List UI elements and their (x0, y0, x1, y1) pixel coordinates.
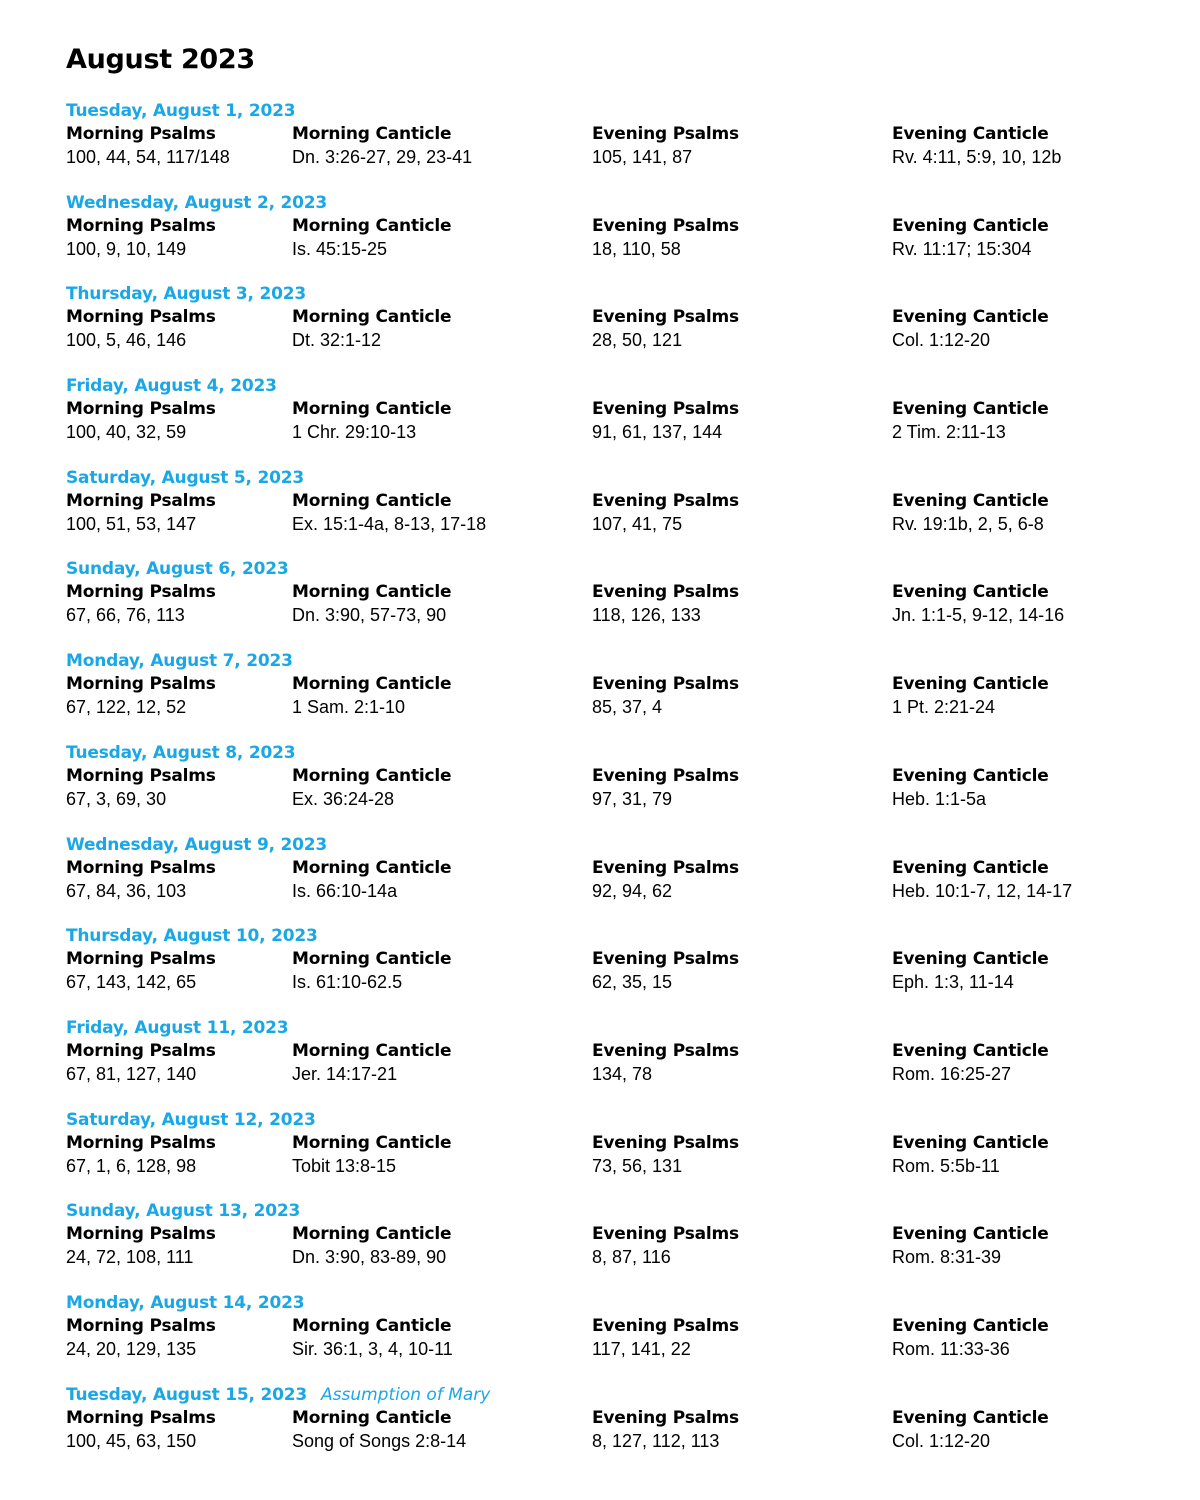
evening-psalms-column (592, 765, 739, 811)
morning-psalms-value: 67, 3, 69, 30 (66, 788, 167, 809)
evening-psalms-column (592, 490, 739, 536)
evening-psalms-label: Evening Psalms (592, 582, 739, 603)
morning-psalms-column (66, 1407, 216, 1453)
morning-psalms-column (66, 765, 216, 811)
morning-canticle-label: Morning Canticle (292, 215, 452, 236)
morning-psalms-label: Morning Psalms (66, 949, 216, 970)
evening-canticle-value: Rv. 4:11, 5:9, 10, 12b (892, 147, 1062, 167)
evening-psalms-label: Evening Psalms (592, 1315, 739, 1336)
morning-canticle-value: Song of Songs 2:8-14 (292, 1430, 467, 1451)
evening-psalms-column (592, 1407, 739, 1453)
evening-canticle-label: Evening Canticle (892, 1224, 1049, 1245)
day-date: Saturday, August 5, 2023 (66, 467, 304, 488)
evening-psalms-value: 97, 31, 79 (592, 788, 673, 809)
day-entry (66, 192, 1176, 284)
evening-canticle-label: Evening Canticle (892, 1407, 1049, 1428)
evening-psalms-column (592, 398, 739, 444)
evening-canticle-label: Evening Canticle (892, 1315, 1049, 1336)
morning-psalms-label: Morning Psalms (66, 1040, 216, 1061)
morning-canticle-column (292, 581, 451, 627)
day-date: Tuesday, August 8, 2023 (66, 742, 296, 763)
day-entry (66, 100, 1176, 192)
morning-canticle-value: Tobit 13:8-15 (292, 1155, 397, 1176)
morning-psalms-label: Morning Psalms (66, 857, 216, 878)
evening-psalms-column (592, 1315, 739, 1361)
morning-canticle-label: Morning Canticle (292, 1315, 452, 1336)
morning-psalms-label: Morning Psalms (66, 215, 216, 236)
evening-psalms-label: Evening Psalms (592, 1407, 739, 1428)
evening-psalms-label: Evening Psalms (592, 949, 739, 970)
morning-psalms-value: 67, 143, 142, 65 (66, 972, 197, 993)
morning-psalms-value: 67, 122, 12, 52 (66, 697, 187, 718)
morning-psalms-value: 24, 20, 129, 135 (66, 1338, 197, 1359)
evening-psalms-value: 8, 127, 112, 113 (592, 1430, 720, 1451)
morning-canticle-column (292, 948, 451, 994)
evening-canticle-label: Evening Canticle (892, 124, 1049, 144)
evening-psalms-value: 91, 61, 137, 144 (592, 422, 723, 443)
morning-psalms-column (66, 1315, 216, 1361)
morning-psalms-label: Morning Psalms (66, 765, 216, 786)
evening-canticle-value: Rom. 16:25-27 (892, 1063, 1012, 1084)
day-heading (66, 834, 1176, 857)
morning-canticle-value: Dn. 3:90, 83-89, 90 (292, 1247, 447, 1268)
day-date: Sunday, August 6, 2023 (66, 559, 289, 580)
evening-psalms-label: Evening Psalms (592, 1132, 739, 1153)
morning-psalms-column (66, 306, 216, 352)
morning-canticle-column (292, 857, 451, 903)
evening-psalms-value: 117, 141, 22 (592, 1338, 691, 1359)
day-heading (66, 192, 1176, 215)
morning-psalms-value: 67, 81, 127, 140 (66, 1063, 197, 1084)
day-heading (66, 1200, 1176, 1223)
morning-psalms-column (66, 215, 216, 261)
day-entry (66, 834, 1176, 926)
morning-psalms-value: 100, 40, 32, 59 (66, 422, 187, 443)
day-heading (66, 283, 1176, 306)
morning-canticle-value: Dn. 3:90, 57-73, 90 (292, 605, 447, 626)
morning-canticle-label: Morning Canticle (292, 1224, 452, 1245)
evening-canticle-label: Evening Canticle (892, 215, 1049, 236)
day-entry (66, 1109, 1176, 1201)
day-heading (66, 558, 1176, 581)
evening-canticle-column (892, 215, 1049, 261)
morning-canticle-column (292, 306, 451, 352)
morning-psalms-column (66, 673, 216, 719)
evening-psalms-column (592, 1132, 739, 1178)
evening-canticle-value: Col. 1:12-20 (892, 330, 991, 351)
feast-name: Assumption of Mary (320, 1384, 491, 1405)
evening-psalms-column (592, 857, 739, 903)
morning-canticle-value: 1 Sam. 2:1-10 (292, 697, 406, 718)
evening-canticle-column (892, 1132, 1049, 1178)
morning-canticle-value: 1 Chr. 29:10-13 (292, 422, 417, 443)
day-heading (66, 1017, 1176, 1040)
morning-psalms-value: 67, 1, 6, 128, 98 (66, 1155, 197, 1176)
day-date: Wednesday, August 2, 2023 (66, 192, 328, 213)
day-entry (66, 742, 1176, 834)
morning-canticle-column (292, 215, 451, 261)
morning-psalms-value: 24, 72, 108, 111 (66, 1247, 194, 1268)
morning-canticle-label: Morning Canticle (292, 1132, 452, 1153)
evening-canticle-value: Col. 1:12-20 (892, 1430, 991, 1451)
day-heading (66, 650, 1176, 673)
morning-canticle-column (292, 490, 486, 536)
morning-psalms-value: 67, 66, 76, 113 (66, 605, 185, 626)
evening-canticle-column (892, 1040, 1049, 1086)
morning-canticle-value: Jer. 14:17-21 (292, 1063, 398, 1084)
morning-canticle-column (292, 1132, 451, 1178)
morning-canticle-value: Is. 45:15-25 (292, 238, 388, 259)
morning-psalms-label: Morning Psalms (66, 1224, 216, 1245)
evening-canticle-value: Rv. 19:1b, 2, 5, 6-8 (892, 513, 1044, 534)
evening-canticle-column (892, 673, 1049, 719)
evening-psalms-label: Evening Psalms (592, 124, 739, 144)
day-entry (66, 1292, 1176, 1384)
day-date: Friday, August 11, 2023 (66, 1017, 289, 1038)
morning-canticle-column (292, 1315, 453, 1361)
evening-canticle-label: Evening Canticle (892, 399, 1049, 420)
day-date: Tuesday, August 15, 2023 (66, 1384, 307, 1405)
evening-canticle-label: Evening Canticle (892, 307, 1049, 328)
evening-psalms-label: Evening Psalms (592, 1040, 739, 1061)
morning-canticle-value: Is. 66:10-14a (292, 880, 398, 901)
evening-psalms-value: 73, 56, 131 (592, 1155, 683, 1176)
morning-canticle-label: Morning Canticle (292, 399, 452, 420)
evening-psalms-column (592, 123, 739, 169)
morning-psalms-label: Morning Psalms (66, 1132, 216, 1153)
day-heading (66, 1292, 1176, 1315)
day-heading (66, 1109, 1176, 1132)
morning-canticle-value: Dt. 32:1-12 (292, 330, 382, 351)
evening-canticle-label: Evening Canticle (892, 1040, 1049, 1061)
evening-canticle-label: Evening Canticle (892, 582, 1049, 603)
evening-canticle-value: Eph. 1:3, 11-14 (892, 972, 1014, 993)
evening-psalms-column (592, 1040, 739, 1086)
day-date: Sunday, August 13, 2023 (66, 1201, 301, 1222)
morning-canticle-label: Morning Canticle (292, 1407, 452, 1428)
evening-psalms-column (592, 215, 739, 261)
evening-psalms-value: 8, 87, 116 (592, 1247, 671, 1268)
evening-canticle-column (892, 948, 1049, 994)
evening-canticle-label: Evening Canticle (892, 674, 1049, 695)
day-heading (66, 925, 1176, 948)
evening-canticle-label: Evening Canticle (892, 949, 1049, 970)
evening-canticle-column (892, 123, 1061, 169)
day-date: Monday, August 7, 2023 (66, 651, 293, 672)
morning-canticle-value: Ex. 15:1-4a, 8-13, 17-18 (292, 513, 487, 534)
evening-canticle-value: Jn. 1:1-5, 9-12, 14-16 (892, 605, 1065, 626)
morning-psalms-column (66, 857, 216, 903)
morning-psalms-column (66, 123, 230, 169)
evening-psalms-value: 107, 41, 75 (592, 513, 683, 534)
evening-canticle-value: Rom. 5:5b-11 (892, 1155, 1000, 1176)
day-date: Monday, August 14, 2023 (66, 1292, 305, 1313)
morning-psalms-label: Morning Psalms (66, 674, 216, 695)
evening-psalms-column (592, 581, 739, 627)
morning-canticle-label: Morning Canticle (292, 765, 452, 786)
day-date: Wednesday, August 9, 2023 (66, 834, 328, 855)
day-entry (66, 375, 1176, 467)
morning-canticle-label: Morning Canticle (292, 124, 452, 144)
evening-psalms-value: 92, 94, 62 (592, 880, 673, 901)
day-entry (66, 925, 1176, 1017)
morning-psalms-column (66, 490, 216, 536)
evening-psalms-label: Evening Psalms (592, 215, 739, 236)
morning-psalms-value: 67, 84, 36, 103 (66, 880, 187, 901)
evening-canticle-value: Rv. 11:17; 15:304 (892, 238, 1032, 259)
day-date: Thursday, August 10, 2023 (66, 926, 318, 947)
day-date: Saturday, August 12, 2023 (66, 1109, 316, 1130)
evening-canticle-column (892, 306, 1049, 352)
morning-canticle-column (292, 123, 472, 169)
evening-canticle-column (892, 1315, 1049, 1361)
day-entry (66, 467, 1176, 559)
day-list (66, 100, 1176, 1475)
evening-canticle-column (892, 490, 1049, 536)
evening-canticle-label: Evening Canticle (892, 765, 1049, 786)
morning-psalms-column (66, 948, 216, 994)
evening-psalms-label: Evening Psalms (592, 1224, 739, 1245)
evening-psalms-value: 85, 37, 4 (592, 697, 663, 718)
evening-psalms-label: Evening Psalms (592, 399, 739, 420)
evening-psalms-value: 18, 110, 58 (592, 238, 681, 259)
evening-canticle-value: Rom. 11:33-36 (892, 1338, 1010, 1359)
day-heading (66, 1384, 1176, 1407)
evening-psalms-value: 134, 78 (592, 1063, 653, 1084)
evening-psalms-label: Evening Psalms (592, 765, 739, 786)
morning-psalms-column (66, 1223, 216, 1269)
morning-canticle-label: Morning Canticle (292, 674, 452, 695)
evening-canticle-value: Heb. 1:1-5a (892, 788, 987, 809)
morning-psalms-label: Morning Psalms (66, 307, 216, 328)
evening-canticle-value: 1 Pt. 2:21-24 (892, 697, 996, 718)
evening-canticle-label: Evening Canticle (892, 857, 1049, 878)
evening-psalms-column (592, 1223, 739, 1269)
day-entry (66, 1200, 1176, 1292)
day-date: Thursday, August 3, 2023 (66, 284, 306, 305)
evening-canticle-label: Evening Canticle (892, 1132, 1049, 1153)
morning-canticle-value: Ex. 36:24-28 (292, 788, 395, 809)
morning-psalms-value: 100, 9, 10, 149 (66, 238, 187, 259)
evening-canticle-value: 2 Tim. 2:11-13 (892, 422, 1006, 443)
evening-psalms-value: 62, 35, 15 (592, 972, 673, 993)
morning-canticle-column (292, 1223, 451, 1269)
evening-psalms-column (592, 306, 739, 352)
day-heading (66, 742, 1176, 765)
day-entry (66, 283, 1176, 375)
evening-psalms-label: Evening Psalms (592, 490, 739, 511)
day-heading (66, 467, 1176, 490)
morning-canticle-value: Sir. 36:1, 3, 4, 10-11 (292, 1338, 453, 1359)
morning-psalms-column (66, 581, 216, 627)
page-title: August 2023 (66, 44, 255, 75)
evening-canticle-column (892, 398, 1049, 444)
day-heading (66, 375, 1176, 398)
evening-psalms-column (592, 673, 739, 719)
evening-psalms-label: Evening Psalms (592, 857, 739, 878)
morning-psalms-label: Morning Psalms (66, 1315, 216, 1336)
day-entry (66, 1017, 1176, 1109)
day-date: Friday, August 4, 2023 (66, 376, 277, 397)
morning-canticle-column (292, 1407, 466, 1453)
evening-psalms-label: Evening Psalms (592, 307, 739, 328)
morning-psalms-value: 100, 51, 53, 147 (66, 513, 197, 534)
day-entry (66, 558, 1176, 650)
morning-psalms-value: 100, 44, 54, 117/148 (66, 147, 230, 167)
morning-psalms-label: Morning Psalms (66, 490, 216, 511)
evening-psalms-label: Evening Psalms (592, 674, 739, 695)
morning-canticle-label: Morning Canticle (292, 949, 452, 970)
day-heading (66, 100, 1176, 123)
evening-canticle-column (892, 1407, 1049, 1453)
morning-psalms-label: Morning Psalms (66, 582, 216, 603)
morning-psalms-column (66, 398, 216, 444)
morning-canticle-label: Morning Canticle (292, 582, 452, 603)
morning-psalms-value: 100, 5, 46, 146 (66, 330, 187, 351)
morning-canticle-column (292, 673, 451, 719)
morning-canticle-label: Morning Canticle (292, 857, 452, 878)
morning-psalms-label: Morning Psalms (66, 124, 216, 144)
morning-canticle-label: Morning Canticle (292, 307, 452, 328)
evening-canticle-column (892, 765, 1049, 811)
evening-psalms-value: 118, 126, 133 (592, 605, 701, 626)
evening-psalms-column (592, 948, 739, 994)
day-entry (66, 1384, 1176, 1476)
evening-canticle-value: Heb. 10:1-7, 12, 14-17 (892, 880, 1073, 901)
morning-canticle-value: Is. 61:10-62.5 (292, 972, 403, 993)
evening-canticle-column (892, 857, 1072, 903)
morning-psalms-column (66, 1040, 216, 1086)
morning-psalms-value: 100, 45, 63, 150 (66, 1430, 197, 1451)
evening-canticle-label: Evening Canticle (892, 490, 1049, 511)
morning-canticle-column (292, 765, 451, 811)
morning-canticle-label: Morning Canticle (292, 490, 452, 511)
morning-psalms-column (66, 1132, 216, 1178)
morning-canticle-column (292, 1040, 451, 1086)
morning-canticle-value: Dn. 3:26-27, 29, 23-41 (292, 147, 473, 167)
evening-canticle-column (892, 1223, 1049, 1269)
evening-canticle-value: Rom. 8:31-39 (892, 1247, 1002, 1268)
day-entry (66, 650, 1176, 742)
morning-psalms-label: Morning Psalms (66, 399, 216, 420)
morning-psalms-label: Morning Psalms (66, 1407, 216, 1428)
morning-canticle-column (292, 398, 451, 444)
morning-canticle-label: Morning Canticle (292, 1040, 452, 1061)
day-date: Tuesday, August 1, 2023 (66, 101, 296, 121)
evening-canticle-column (892, 581, 1064, 627)
evening-psalms-value: 105, 141, 87 (592, 147, 693, 167)
evening-psalms-value: 28, 50, 121 (592, 330, 683, 351)
